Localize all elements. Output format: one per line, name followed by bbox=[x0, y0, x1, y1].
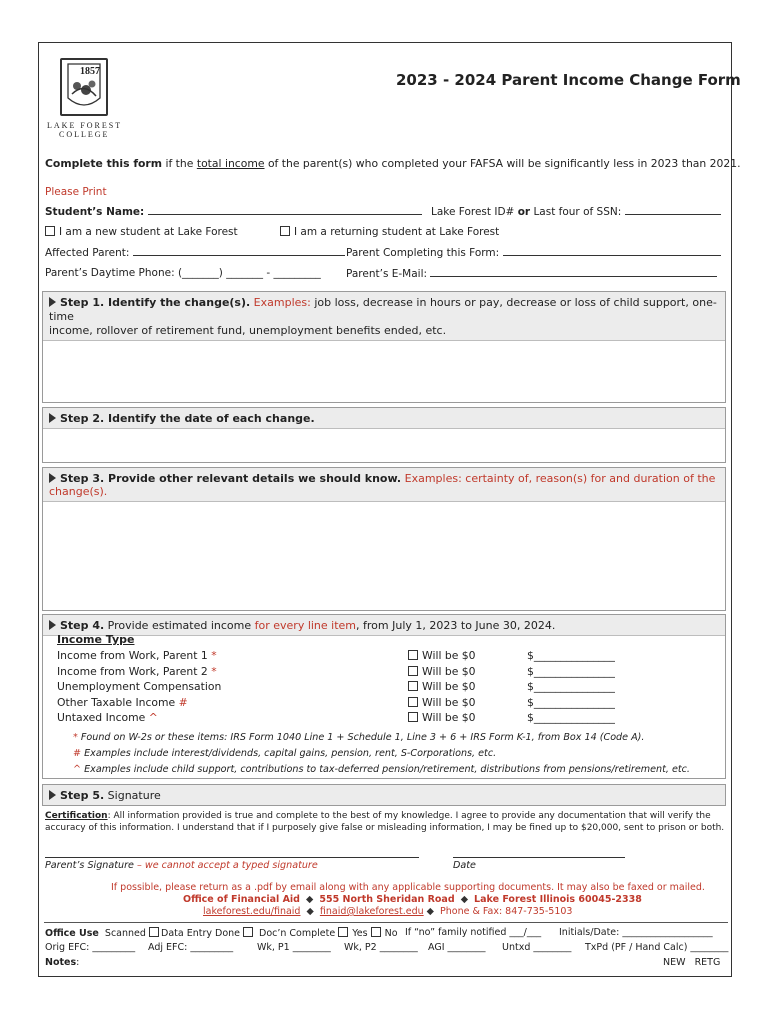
docs-complete-item: Doc’n Complete Yes No bbox=[259, 928, 398, 939]
will-be-zero-checkbox[interactable] bbox=[408, 697, 418, 707]
affected-parent-row: Affected Parent: bbox=[45, 246, 345, 259]
yes-checkbox[interactable] bbox=[338, 927, 348, 937]
office-address: Office of Financial Aid ◆ 555 North Sheridan Road ◆ Lake Forest Illinois 60045-2338 bbox=[183, 894, 642, 905]
will-be-zero-option[interactable]: Will be $0 bbox=[408, 696, 476, 709]
intro-text: Complete this form if the total income of the parent(s) who completed your FAFSA will be significantly less in 2023 than 2021. bbox=[45, 157, 741, 170]
note-w2: * Found on W-2s or these items: IRS Form 1040 Line 1 + Schedule 1, Line 3 + 6 + IRS Form K-1, from Box 14 (Code A). bbox=[73, 732, 645, 743]
will-be-zero-option[interactable]: Will be $0 bbox=[408, 665, 476, 678]
step2-box[interactable] bbox=[42, 407, 726, 463]
adj-efc: Adj EFC: _________ bbox=[148, 942, 234, 953]
parent-completing-row: Parent Completing this Form: bbox=[346, 246, 721, 259]
income-amount-field[interactable]: $_______________ bbox=[527, 680, 615, 693]
will-be-zero-option[interactable]: Will be $0 bbox=[408, 680, 476, 693]
income-amount-field[interactable]: $_______________ bbox=[527, 711, 615, 724]
will-be-zero-checkbox[interactable] bbox=[408, 681, 418, 691]
step3-box[interactable] bbox=[42, 467, 726, 611]
date-label: Date bbox=[453, 860, 476, 871]
step1-header: Step 1. Identify the change(s). Examples: job loss, decrease in hours or pay, decrease or loss of child support, one-time income, rollover of retirement fund, unemployment benefits ended, etc. bbox=[43, 292, 725, 341]
student-name-row: Student’s Name: bbox=[45, 205, 422, 218]
wk-p1: Wk, P1 ________ bbox=[257, 942, 331, 953]
no-checkbox[interactable] bbox=[371, 927, 381, 937]
logo-name-line1: LAKE FOREST bbox=[47, 121, 123, 130]
email-link[interactable]: finaid@lakeforest.edu bbox=[319, 906, 424, 917]
email-row: Parent’s E-Mail: bbox=[346, 267, 717, 280]
step1-box[interactable] bbox=[42, 291, 726, 403]
ssn-field[interactable] bbox=[625, 205, 721, 215]
will-be-zero-checkbox[interactable] bbox=[408, 666, 418, 676]
step5-header: Step 5. Signature bbox=[43, 785, 725, 805]
contact-line: lakeforest.edu/finaid ◆ finaid@lakeforest.edu ◆ Phone & Fax: 847-735-5103 bbox=[203, 906, 573, 917]
income-row-label: Income from Work, Parent 1 * bbox=[57, 649, 217, 662]
new-student-option[interactable]: I am a new student at Lake Forest bbox=[45, 226, 238, 238]
income-amount-field[interactable]: $_______________ bbox=[527, 664, 615, 678]
form-title: 2023 - 2024 Parent Income Change Form bbox=[396, 71, 741, 89]
arrow-icon bbox=[49, 790, 56, 800]
orig-efc: Orig EFC: _________ bbox=[45, 942, 136, 953]
college-seal-icon bbox=[60, 58, 108, 116]
daytime-phone-row[interactable]: Parent’s Daytime Phone: (_______) _______ - _________ bbox=[45, 267, 321, 279]
initials-date: Initials/Date: ___________________ bbox=[559, 927, 713, 938]
new-student-checkbox[interactable] bbox=[45, 226, 55, 236]
please-print: Please Print bbox=[45, 186, 107, 198]
will-be-zero-checkbox[interactable] bbox=[408, 650, 418, 660]
agi: AGI ________ bbox=[428, 942, 486, 953]
scanned-checkbox[interactable] bbox=[149, 927, 159, 937]
income-amount-field[interactable]: $_______________ bbox=[527, 695, 615, 709]
arrow-icon bbox=[49, 620, 56, 630]
office-use-divider bbox=[44, 922, 728, 923]
income-row-label: Unemployment Compensation bbox=[57, 680, 222, 693]
logo-name-line2: COLLEGE bbox=[59, 130, 110, 139]
step2-header: Step 2. Identify the date of each change. bbox=[43, 408, 725, 429]
logo-year: 1857 bbox=[80, 66, 100, 77]
will-be-zero-option[interactable]: Will be $0 bbox=[408, 649, 476, 662]
website-link[interactable]: lakeforest.edu/finaid bbox=[203, 906, 301, 917]
arrow-icon bbox=[49, 297, 56, 307]
email-field[interactable] bbox=[430, 267, 717, 277]
returning-student-option[interactable]: I am a returning student at Lake Forest bbox=[280, 226, 499, 238]
income-row-label: Income from Work, Parent 2 * bbox=[57, 664, 217, 678]
student-name-field[interactable] bbox=[148, 205, 422, 215]
return-note: If possible, please return as a .pdf by email along with any applicable supporting documents. It may also be faxed or mailed. bbox=[111, 882, 705, 893]
family-notified: If “no” family notified ___/___ bbox=[405, 927, 542, 938]
id-ssn-row: Lake Forest ID# or Last four of SSN: bbox=[431, 205, 721, 218]
data-entry-item: Data Entry Done bbox=[161, 927, 257, 939]
step4-header: Step 4. Provide estimated income for every line item, from July 1, 2023 to June 30, 2024. bbox=[43, 615, 725, 636]
step5-box bbox=[42, 784, 726, 806]
date-line[interactable] bbox=[453, 857, 625, 858]
data-entry-checkbox[interactable] bbox=[243, 927, 253, 937]
signature-label: Parent’s Signature – we cannot accept a typed signature bbox=[45, 860, 318, 871]
income-amount-field[interactable]: $_______________ bbox=[527, 649, 615, 662]
will-be-zero-option[interactable]: Will be $0 bbox=[408, 711, 476, 724]
will-be-zero-checkbox[interactable] bbox=[408, 712, 418, 722]
arrow-icon bbox=[49, 473, 56, 483]
step3-header: Step 3. Provide other relevant details we should know. Examples: certainty of, reason(s) for and duration of the change(s). bbox=[43, 468, 725, 502]
certification-line1: Certification: All information provided is true and complete to the best of my knowledge. I agree to provide any documentation that will verify the bbox=[45, 811, 711, 821]
office-use-row1: Office Use Scanned bbox=[45, 927, 163, 939]
certification-line2: accuracy of this information. I understand that if I purposely give false or misleading information, I may be fined up to $20,000, sent to prison or both. bbox=[45, 823, 725, 833]
parent-completing-field[interactable] bbox=[503, 246, 721, 256]
note-untaxed: ^ Examples include child support, contributions to tax-deferred pension/retirement, distributions from pensions/retirement, etc. bbox=[73, 764, 690, 775]
signature-line[interactable] bbox=[45, 857, 419, 858]
notes-label: Notes: bbox=[45, 957, 80, 968]
affected-parent-field[interactable] bbox=[133, 246, 345, 256]
new-retg: NEW RETG bbox=[663, 957, 721, 968]
wk-p2: Wk, P2 ________ bbox=[344, 942, 418, 953]
untxd: Untxd ________ bbox=[502, 942, 572, 953]
returning-student-checkbox[interactable] bbox=[280, 226, 290, 236]
arrow-icon bbox=[49, 413, 56, 423]
income-type-header: Income Type bbox=[57, 633, 135, 646]
income-row-label: Untaxed Income ^ bbox=[57, 711, 158, 724]
income-row-label: Other Taxable Income # bbox=[57, 695, 188, 709]
note-other-taxable: # Examples include interest/dividends, capital gains, pension, rent, S-Corporations, etc. bbox=[73, 748, 497, 759]
txpd: TxPd (PF / Hand Calc) ________ bbox=[585, 942, 729, 953]
